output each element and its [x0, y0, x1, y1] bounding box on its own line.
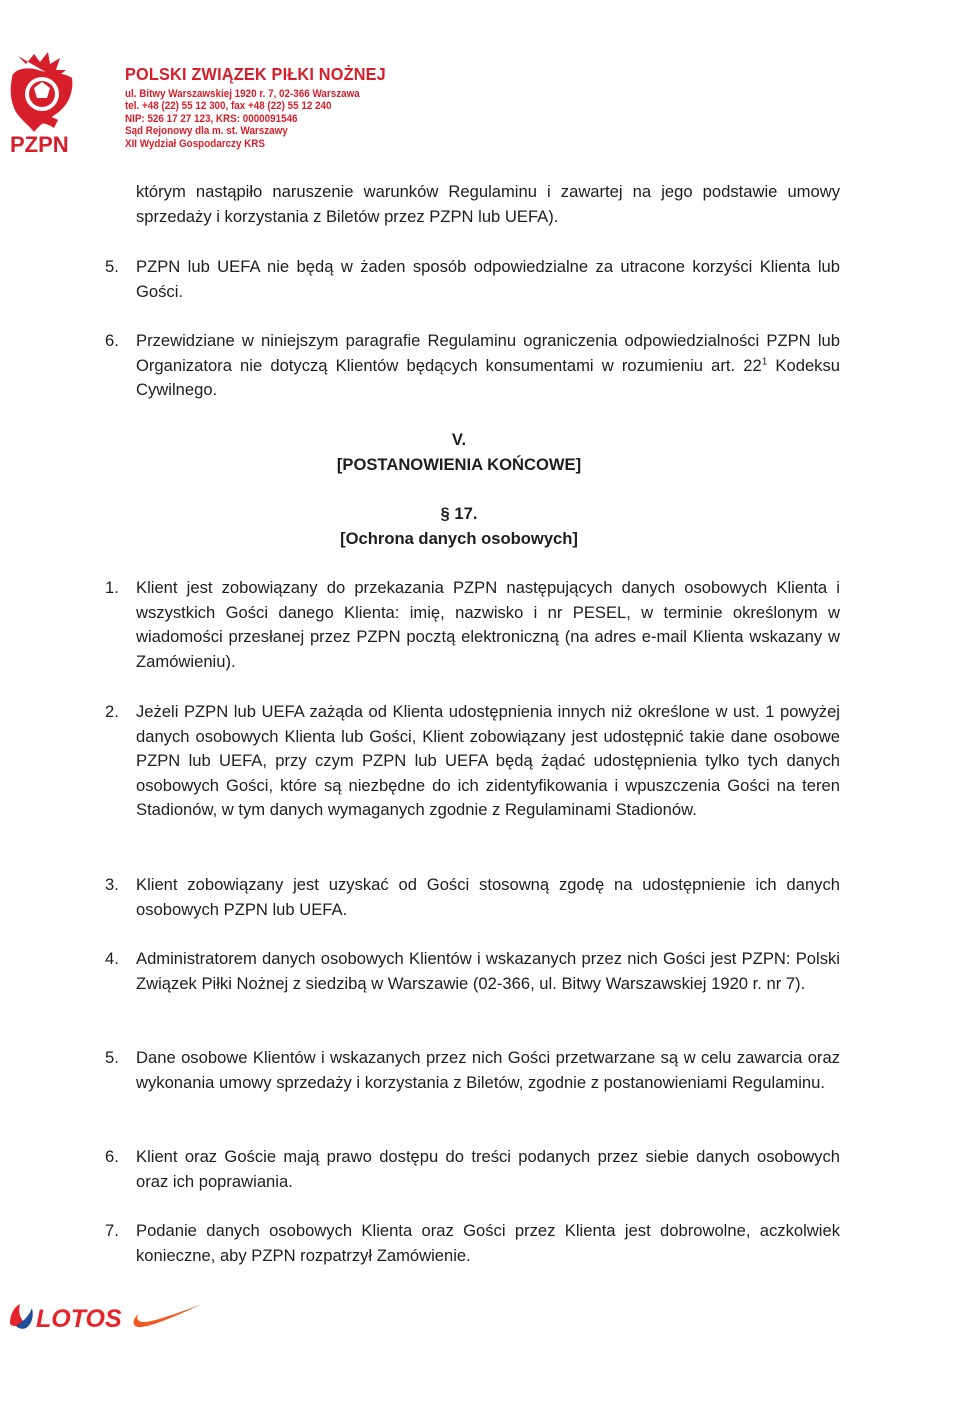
- item-text: Podanie danych osobowych Klienta oraz Gości przez Klienta jest dobrowolne, aczkolwiek konieczne, aby PZPN rozpatrzył Zamówienie.: [136, 1221, 840, 1265]
- item-text: Klient oraz Goście mają prawo dostępu do treści podanych przez siebie danych osobowych oraz ich poprawiania.: [136, 1147, 840, 1191]
- item-text: Administratorem danych osobowych Klientów i wskazanych przez nich Gości jest PZPN: Polski Związek Piłki Nożnej z siedzibą w Warszawie (02-366, ul. Bitwy Warszawskiej 1920 r. nr 7).: [136, 949, 840, 993]
- org-registry-line: NIP: 526 17 27 123, KRS: 0000091546: [125, 112, 298, 125]
- chapter-number: V.: [451, 430, 467, 449]
- org-court-line: Sąd Rejonowy dla m. st. Warszawy: [125, 125, 288, 138]
- item-number: 7.: [105, 1221, 119, 1240]
- swoosh-icon: [128, 1300, 204, 1330]
- section-number: § 17.: [440, 504, 478, 523]
- item-number: 2.: [105, 702, 119, 721]
- pzpn-logo: [4, 48, 80, 160]
- item-number: 5.: [105, 257, 119, 276]
- org-contact-line: tel. +48 (22) 55 12 300, fax +48 (22) 55 12 240: [125, 100, 332, 113]
- logo-text: PZPN: [10, 132, 69, 157]
- section-title: [Ochrona danych osobowych]: [340, 529, 578, 548]
- item-text: [136, 329, 840, 403]
- item-text: Dane osobowe Klientów i wskazanych przez nich Gości przetwarzane są w celu zawarcia oraz wykonania umowy sprzedaży i korzystania z Biletów, zgodnie z postanowieniami Regulaminu.: [136, 1048, 840, 1092]
- item-text: Jeżeli PZPN lub UEFA zażąda od Klienta udostępnienia innych niż określone w ust. 1 powyżej danych osobowych Klienta lub Gości, Klient zobowiązany jest udostępnić takie dane osobowe PZPN lub UEFA, przy czym PZPN lub UEFA będą żądać udostępnienia tylko tych danych osobowych Gości, które są niezbędne do ich zidentyfikowania i wpuszczenia Gości na teren Stadionów, w tym danych wymaganych zgodnie z Regulaminami Stadionów.: [136, 702, 840, 820]
- item-text-main: Przewidziane w niniejszym paragrafie Regulaminu ograniczenia odpowiedzialności PZPN lub Organizatora nie dotyczą Klientów będących konsumentami w rozumieniu art. 22: [136, 331, 840, 375]
- org-info: [125, 64, 425, 150]
- org-name: POLSKI ZWIĄZEK PIŁKI NOŻNEJ: [125, 64, 386, 84]
- chapter-title: [POSTANOWIENIA KOŃCOWE]: [336, 455, 582, 474]
- item-number: 6.: [105, 331, 119, 350]
- item-number: 5.: [105, 1048, 119, 1067]
- item-number: 4.: [105, 949, 119, 968]
- item-number: 6.: [105, 1147, 119, 1166]
- lotos-logo: [6, 1298, 122, 1334]
- item-text: Klient zobowiązany jest uzyskać od Gości stosowną zgodę na udostępnienie ich danych osobowych PZPN lub UEFA.: [136, 875, 840, 919]
- swoosh-logo: [128, 1300, 204, 1330]
- lotos-flower-icon: [6, 1298, 122, 1334]
- pzpn-eagle-icon: [4, 48, 80, 160]
- org-division-line: XII Wydział Gospodarczy KRS: [125, 137, 265, 150]
- intro-paragraph: [136, 180, 840, 229]
- item-text: Klient jest zobowiązany do przekazania PZPN następujących danych osobowych Klienta i wszystkich Gości danego Klienta: imię, nazwisko i nr PESEL, w terminie określonym w wiadomości przesłanej przez PZPN pocztą elektroniczną (na adres e-mail Klienta wskazany w Zamówieniu).: [136, 578, 840, 671]
- superscript: 1: [761, 356, 768, 368]
- org-address-line: ul. Bitwy Warszawskiej 1920 r. 7, 02-366 Warszawa: [125, 88, 360, 100]
- item-text: PZPN lub UEFA nie będą w żaden sposób odpowiedzialne za utracone korzyści Klienta lub Gości.: [136, 257, 840, 301]
- lotos-text: LOTOS: [36, 1305, 122, 1333]
- item-text-tail: Kodeksu Cywilnego.: [136, 355, 840, 400]
- item-number: 3.: [105, 875, 119, 894]
- intro-paragraph-text: którym nastąpiło naruszenie warunków Regulaminu i zawartej na jego podstawie umowy sprzedaży i korzystania z Biletów przez PZPN lub UEFA).: [136, 182, 840, 226]
- item-number: 1.: [105, 578, 119, 597]
